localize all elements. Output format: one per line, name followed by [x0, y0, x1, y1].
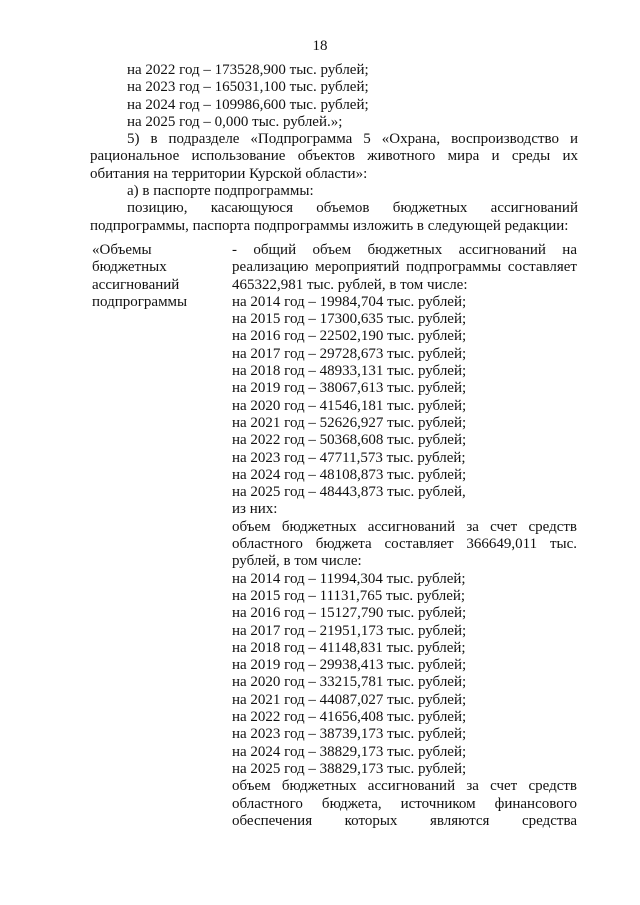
total-volume-paragraph: - общий объем бюджетных ассигнований на реализацию мероприятий подпрограммы составляет 465322,981 тыс. рублей, в том числе: [232, 242, 577, 293]
total-year-list [232, 294, 577, 502]
regional-year-line: на 2018 год – 41148,831 тыс. рублей; [232, 639, 466, 656]
passport-label-line: ассигнований [92, 276, 180, 293]
total-year-line: на 2020 год – 41546,181 тыс. рублей; [232, 397, 467, 414]
total-year-line: на 2015 год – 17300,635 тыс. рублей; [232, 311, 467, 328]
total-year-line: на 2014 год – 19984,704 тыс. рублей; [232, 293, 467, 310]
total-year-line: на 2018 год – 48933,131 тыс. рублей; [232, 363, 467, 380]
total-year-line: на 2025 год – 48443,873 тыс. рублей, [232, 484, 466, 501]
total-year-line: на 2017 год – 29728,673 тыс. рублей; [232, 345, 467, 362]
regional-year-line: на 2024 год – 38829,173 тыс. рублей; [232, 743, 467, 760]
passport-label-line: «Объемы [92, 242, 152, 258]
intro-year-list [90, 62, 578, 131]
total-year-line: на 2019 год – 38067,613 тыс. рублей; [232, 380, 467, 397]
passport-label-line: бюджетных [92, 259, 167, 276]
regional-year-line: на 2020 год – 33215,781 тыс. рублей; [232, 674, 467, 691]
regional-year-line: на 2017 год – 21951,173 тыс. рублей; [232, 622, 467, 639]
intro-section [90, 62, 578, 235]
regional-year-line: на 2025 год – 38829,173 тыс. рублей; [232, 760, 467, 777]
position-paragraph: позицию, касающуюся объемов бюджетных ассигнований подпрограммы, паспорта подпрограммы изложить в следующей редакции: [90, 200, 578, 234]
passport-label-line: подпрограммы [92, 293, 188, 310]
passport-value [232, 242, 577, 830]
regional-year-line: на 2014 год – 11994,304 тыс. рублей; [232, 570, 466, 587]
regional-year-line: на 2021 год – 44087,027 тыс. рублей; [232, 691, 467, 708]
passport-label [92, 242, 222, 311]
item-a-paragraph: а) в паспорте подпрограммы: [127, 183, 314, 200]
closing-paragraph: объем бюджетных ассигнований за счет средств областного бюджета, источником финансового обеспечения которых являются средства [232, 778, 577, 829]
intro-year-line: на 2023 год – 165031,100 тыс. рублей; [127, 79, 369, 96]
intro-year-line: на 2024 год – 109986,600 тыс. рублей; [127, 96, 369, 113]
total-year-line: на 2024 год – 48108,873 тыс. рублей; [232, 466, 467, 483]
regional-budget-paragraph: объем бюджетных ассигнований за счет средств областного бюджета составляет 366649,011 тыс. рублей, в том числе: [232, 518, 577, 570]
regional-year-line: на 2016 год – 15127,790 тыс. рублей; [232, 605, 467, 622]
item-5-paragraph: 5) в подразделе «Подпрограмма 5 «Охрана, воспроизводство и рациональное использование объектов животного мира и среды их обитания на территории Курской области»: [90, 131, 578, 182]
regional-year-line: на 2022 год – 41656,408 тыс. рублей; [232, 709, 467, 726]
regional-year-line: на 2019 год – 29938,413 тыс. рублей; [232, 657, 467, 674]
regional-year-line: на 2023 год – 38739,173 тыс. рублей; [232, 726, 467, 743]
total-year-line: на 2016 год – 22502,190 тыс. рублей; [232, 328, 467, 345]
total-year-line: на 2022 год – 50368,608 тыс. рублей; [232, 432, 467, 449]
intro-year-line: на 2025 год – 0,000 тыс. рублей.»; [127, 113, 343, 130]
regional-year-list [232, 571, 577, 779]
intro-year-line: на 2022 год – 173528,900 тыс. рублей; [127, 62, 369, 78]
total-year-line: на 2023 год – 47711,573 тыс. рублей; [232, 449, 466, 466]
regional-year-line: на 2015 год – 11131,765 тыс. рублей; [232, 587, 466, 604]
total-year-line: на 2021 год – 52626,927 тыс. рублей; [232, 414, 467, 431]
page-number: 18 [312, 38, 328, 54]
of-them-label: из них: [232, 501, 278, 518]
